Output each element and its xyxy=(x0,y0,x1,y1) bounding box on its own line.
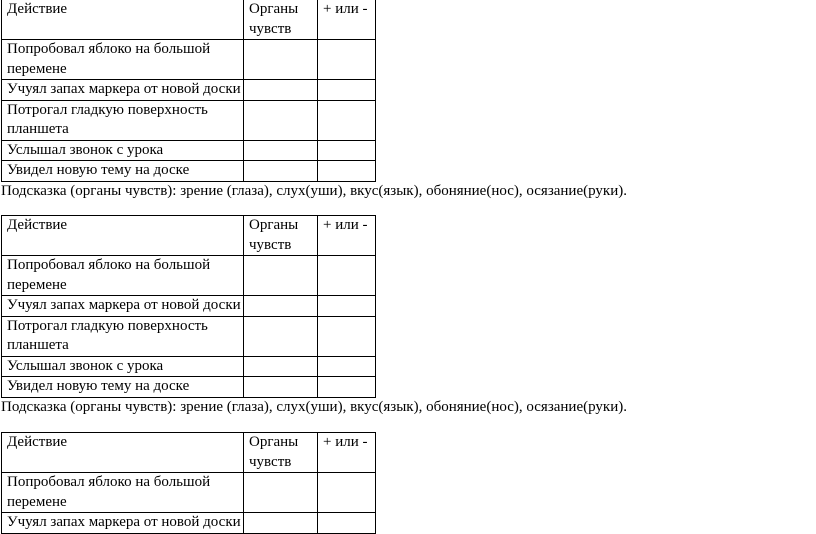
header-action: Действие xyxy=(2,0,244,40)
table-row xyxy=(2,256,376,296)
plus-minus-answer-cell[interactable] xyxy=(318,473,376,513)
action-cell: Учуял запах маркера от новой доски xyxy=(2,296,244,317)
plus-minus-answer-cell[interactable] xyxy=(318,377,376,398)
header-sense-organs: Органы чувств xyxy=(244,433,318,473)
table-row xyxy=(2,316,376,356)
table-row xyxy=(2,100,376,140)
sense-organ-answer-cell[interactable] xyxy=(244,140,318,161)
sense-organs-hint: Подсказка (органы чувств): зрение (глаза), слух(уши), вкус(язык), обоняние(нос), осязание(руки). xyxy=(1,182,627,199)
sense-organ-answer-cell[interactable] xyxy=(244,356,318,377)
header-plus-minus: + или - xyxy=(318,0,376,40)
table-row xyxy=(2,473,376,513)
header-action: Действие xyxy=(2,433,244,473)
sense-organ-answer-cell[interactable] xyxy=(244,377,318,398)
plus-minus-answer-cell[interactable] xyxy=(318,140,376,161)
sense-organ-answer-cell[interactable] xyxy=(244,473,318,513)
plus-minus-answer-cell[interactable] xyxy=(318,100,376,140)
worksheet-1 xyxy=(0,0,816,201)
sense-organ-answer-cell[interactable] xyxy=(244,161,318,182)
table-row xyxy=(2,140,376,161)
header-plus-minus: + или - xyxy=(318,216,376,256)
sense-organ-answer-cell[interactable] xyxy=(244,296,318,317)
plus-minus-answer-cell[interactable] xyxy=(318,256,376,296)
activity-table xyxy=(1,0,376,182)
activity-table xyxy=(1,215,376,398)
plus-minus-answer-cell[interactable] xyxy=(318,80,376,101)
action-cell: Услышал звонок с урока xyxy=(2,140,244,161)
worksheet-2 xyxy=(0,215,816,417)
table-row xyxy=(2,161,376,182)
table-row xyxy=(2,40,376,80)
sense-organ-answer-cell[interactable] xyxy=(244,513,318,534)
table-row xyxy=(2,356,376,377)
plus-minus-answer-cell[interactable] xyxy=(318,161,376,182)
plus-minus-answer-cell[interactable] xyxy=(318,40,376,80)
plus-minus-answer-cell[interactable] xyxy=(318,296,376,317)
action-cell: Учуял запах маркера от новой доски xyxy=(2,513,244,534)
table-row xyxy=(2,513,376,534)
action-cell: Услышал звонок с урока xyxy=(2,356,244,377)
table-row xyxy=(2,80,376,101)
table-row xyxy=(2,296,376,317)
sense-organ-answer-cell[interactable] xyxy=(244,100,318,140)
action-cell: Попробовал яблоко на большой перемене xyxy=(2,256,244,296)
sense-organ-answer-cell[interactable] xyxy=(244,256,318,296)
action-cell: Потрогал гладкую поверхность планшета xyxy=(2,316,244,356)
action-cell: Увидел новую тему на доске xyxy=(2,377,244,398)
table-header-row xyxy=(2,0,376,40)
worksheet-3 xyxy=(0,432,816,534)
table-header-row xyxy=(2,216,376,256)
action-cell: Увидел новую тему на доске xyxy=(2,161,244,182)
sense-organ-answer-cell[interactable] xyxy=(244,316,318,356)
header-plus-minus: + или - xyxy=(318,433,376,473)
sense-organs-hint: Подсказка (органы чувств): зрение (глаза), слух(уши), вкус(язык), обоняние(нос), осязание(руки). xyxy=(1,398,627,415)
plus-minus-answer-cell[interactable] xyxy=(318,513,376,534)
header-action: Действие xyxy=(2,216,244,256)
action-cell: Попробовал яблоко на большой перемене xyxy=(2,40,244,80)
sense-organ-answer-cell[interactable] xyxy=(244,40,318,80)
table-row xyxy=(2,377,376,398)
action-cell: Попробовал яблоко на большой перемене xyxy=(2,473,244,513)
header-sense-organs: Органы чувств xyxy=(244,0,318,40)
action-cell: Потрогал гладкую поверхность планшета xyxy=(2,100,244,140)
header-sense-organs: Органы чувств xyxy=(244,216,318,256)
sense-organ-answer-cell[interactable] xyxy=(244,80,318,101)
plus-minus-answer-cell[interactable] xyxy=(318,316,376,356)
activity-table xyxy=(1,432,376,534)
action-cell: Учуял запах маркера от новой доски xyxy=(2,80,244,101)
plus-minus-answer-cell[interactable] xyxy=(318,356,376,377)
table-header-row xyxy=(2,433,376,473)
